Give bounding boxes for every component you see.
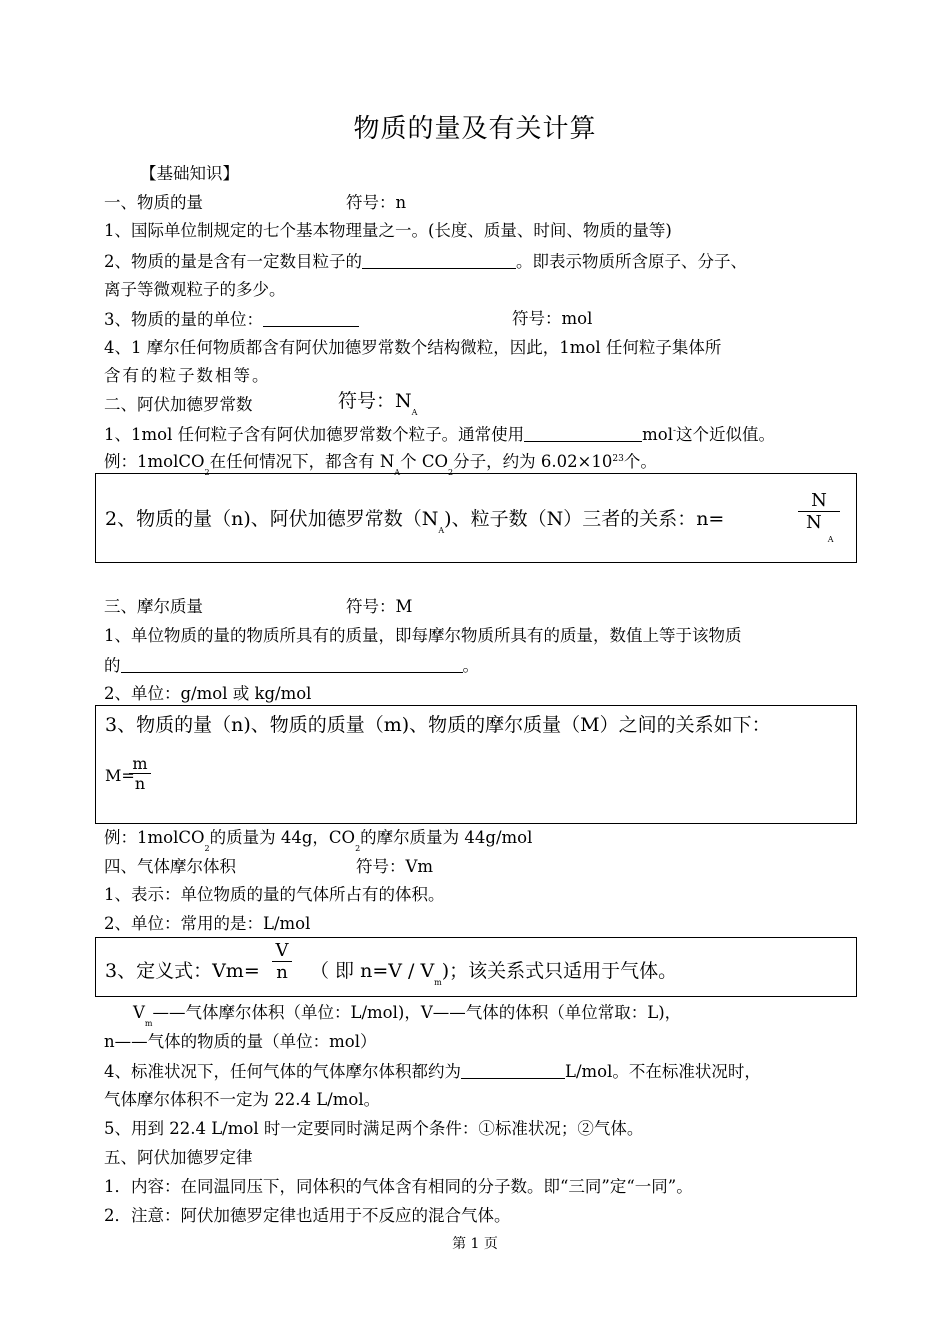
s3-line-1-b: 的 — [104, 656, 121, 675]
s1-line-4: 4、1 摩尔任何物质都含有阿伏加德罗常数个结构微粒，因此，1mol 任何粒子集体所 — [104, 338, 722, 357]
s4-note-1-a: V — [133, 1003, 145, 1022]
section-3-heading: 三、摩尔质量 — [104, 597, 203, 616]
relation-box-3-sub: m — [434, 978, 442, 987]
section-5-heading: 五、阿伏加德罗定律 — [104, 1148, 253, 1167]
relation-box-3-b — [310, 956, 678, 987]
s1-line-2-text-b: 。即表示物质所含原子、分子、 — [516, 252, 747, 271]
fill-blank-2 — [263, 308, 359, 327]
section-2-symbol — [338, 390, 417, 416]
s1-line-2-cont: 离子等微观粒子的多少。 — [104, 280, 286, 299]
s3-line-1-cont — [104, 654, 479, 677]
section-2-heading: 二、阿伏加德罗常数 — [104, 395, 253, 414]
fraction-v-numerator: V — [275, 940, 289, 961]
fraction-m-over-n — [129, 754, 151, 793]
section-1-symbol: 符号：n — [346, 193, 407, 212]
s1-line-4-cont: 含有的粒子数相等。 — [104, 366, 271, 385]
s4-line-4 — [104, 1060, 761, 1083]
fraction-den-text: N — [806, 512, 822, 533]
fraction-den-sub: A — [827, 535, 834, 544]
relation-box-3-b-text: （ 即 n=V / V — [310, 960, 435, 982]
s5-line-1: 1．内容：在同温同压下，同体积的气体含有相同的分子数。即“三同”定“一同”。 — [104, 1177, 693, 1196]
relation-box-1 — [95, 473, 857, 563]
relation-box-1-b: )、粒子数（N）三者的关系：n= — [444, 508, 725, 530]
s1-line-2 — [104, 250, 747, 273]
s4-line-4-b: L/mol。不在标准状况时， — [565, 1062, 761, 1081]
section-4-heading: 四、气体摩尔体积 — [104, 857, 236, 876]
fraction-m-denominator: n — [134, 774, 146, 793]
s2-line-1-text-b: mol — [642, 425, 673, 444]
relation-box-1-a: 2、物质的量（n)、阿伏加德罗常数（N — [105, 508, 439, 530]
s5-line-2: 2．注意：阿伏加德罗定律也适用于不反应的混合气体。 — [104, 1206, 511, 1225]
s3-example-sub1: 2 — [204, 844, 210, 853]
s1-line-2-text-a: 2、物质的量是含有一定数目粒子的 — [104, 252, 362, 271]
s3-example-sub2: 2 — [355, 844, 361, 853]
s2-example-e: 个。 — [623, 452, 657, 471]
s3-example-a: 例：1molCO — [104, 828, 205, 847]
s1-line-3 — [104, 308, 359, 331]
relation-box-2 — [95, 705, 857, 824]
s4-line-1: 1、表示：单位物质的量的气体所占有的体积。 — [104, 885, 445, 904]
s4-note-1-b: ——气体摩尔体积（单位：L/mol)，V——气体的体积（单位常取：L)， — [152, 1003, 682, 1022]
relation-box-3 — [95, 937, 857, 997]
fraction-v-denominator: n — [276, 962, 288, 983]
relation-box-3-c: )；该关系式只适用于气体。 — [441, 960, 678, 982]
s2-example-c: 个 CO — [400, 452, 448, 471]
fill-blank-3 — [524, 423, 642, 442]
s2-line-1: 1、1mol 任何粒子含有阿伏加德罗常数个粒子。通常使用 mol-这个近似值。 — [104, 425, 776, 444]
s3-line-1: 1、单位物质的量的物质所具有的质量，即每摩尔物质所具有的质量，数值上等于该物质 — [104, 626, 742, 645]
s4-line-5: 5、用到 22.4 L/mol 时一定要同时满足两个条件：①标准状况；②气体。 — [104, 1119, 644, 1138]
s4-line-4-a: 4、标准状况下，任何气体的气体摩尔体积都约为 — [104, 1062, 461, 1081]
section-2-symbol-text: 符号：N — [338, 390, 412, 412]
fraction-denominator — [798, 512, 840, 544]
section-1-heading: 一、物质的量 — [104, 193, 203, 212]
s3-example-c: 的摩尔质量为 44g/mol — [360, 828, 533, 847]
section-3-symbol: 符号：M — [346, 597, 413, 616]
s3-line-1-c: 。 — [462, 656, 479, 675]
s2-example-sub3: 2 — [447, 468, 454, 477]
page-number: 第 1 页 — [452, 1236, 498, 1252]
s2-example-sup: 23 — [612, 454, 624, 464]
s4-line-2: 2、单位：常用的是：L/mol — [104, 914, 311, 933]
page-title: 物质的量及有关计算 — [353, 114, 597, 144]
relation-box-1-text — [105, 504, 725, 535]
s3-example — [104, 827, 532, 852]
fraction-numerator: N — [811, 490, 827, 511]
s4-note-1 — [133, 1002, 681, 1027]
fill-blank-1 — [362, 250, 516, 269]
s4-note-2: n——气体的物质的量（单位：mol） — [104, 1032, 377, 1051]
relation-box-2-text: 3、物质的量（n)、物质的质量（m)、物质的摩尔质量（M）之间的关系如下： — [105, 714, 771, 736]
section-4-symbol: 符号：Vm — [356, 857, 434, 876]
relation-box-3-a: 3、定义式：Vm= — [105, 960, 260, 982]
s3-line-2: 2、单位：g/mol 或 kg/mol — [104, 684, 312, 703]
formula-lhs: M= — [105, 766, 135, 785]
fraction-n-over-na — [798, 490, 840, 544]
s2-line-1-text-c: 这个近似值。 — [676, 425, 776, 444]
section-2-symbol-sub: A — [411, 408, 418, 417]
s2-example-sub2: A — [394, 468, 401, 477]
s2-example-b: 在任何情况下，都含有 N — [209, 452, 395, 471]
basics-heading: 【基础知识】 — [140, 164, 239, 183]
s2-example-sub1: 2 — [204, 468, 210, 477]
s4-line-4-cont: 气体摩尔体积不一定为 22.4 L/mol。 — [104, 1090, 381, 1109]
relation-box-1-sub: A — [438, 526, 445, 535]
s3-example-b: 的质量为 44g，CO — [209, 828, 356, 847]
fraction-v-over-n — [272, 940, 292, 983]
s2-line-1-text-a: 1、1mol 任何粒子含有阿伏加德罗常数个粒子。通常使用 — [104, 425, 525, 444]
s2-example-d: 分子，约为 6.02×10 — [453, 452, 613, 471]
fraction-m-numerator: m — [132, 754, 148, 773]
s1-line-3-symbol: 符号：mol — [512, 309, 593, 328]
s2-example-a: 例：1molCO — [104, 452, 205, 471]
s1-line-1: 1、国际单位制规定的七个基本物理量之一。(长度、质量、时间、物质的量等) — [104, 221, 672, 240]
s1-line-3-text: 3、物质的量的单位： — [104, 310, 263, 329]
fill-blank-5 — [461, 1060, 565, 1079]
fill-blank-4 — [121, 654, 463, 673]
s4-note-1-sub: m — [144, 1019, 153, 1028]
